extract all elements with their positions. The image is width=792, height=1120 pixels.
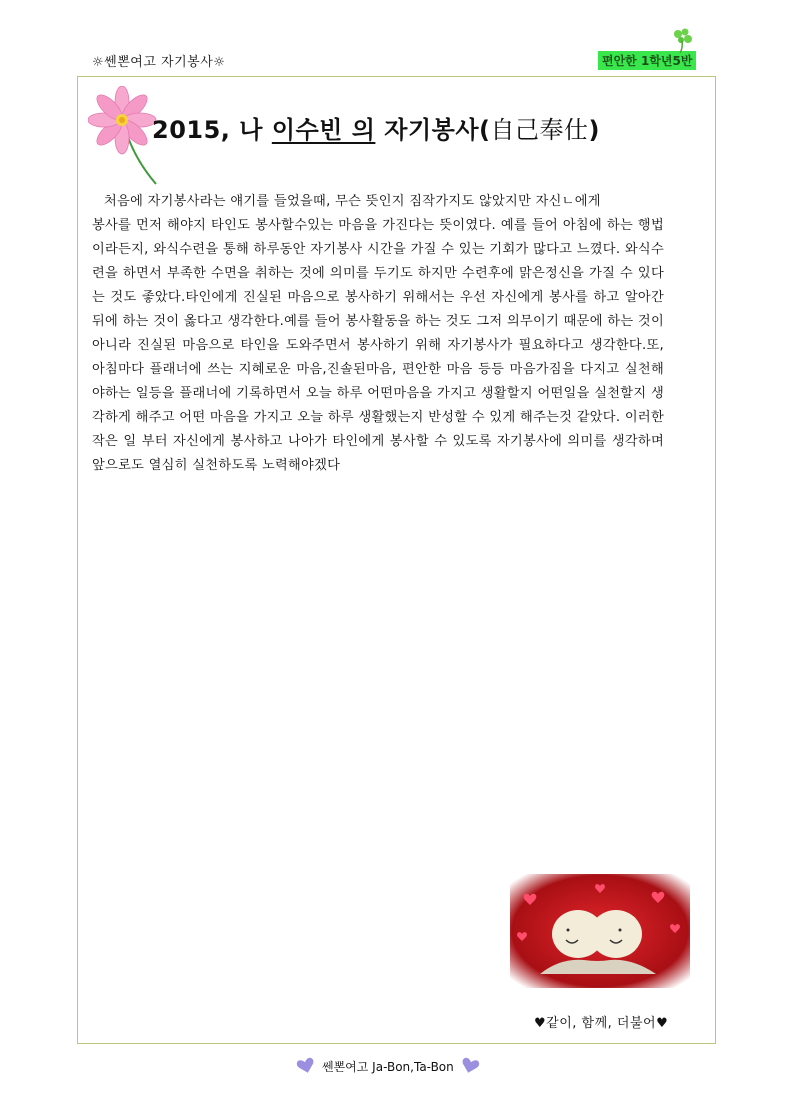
title-prefix: 2015, 나 (152, 116, 272, 144)
essay-paragraph-1: 처음에 자기봉사라는 얘기를 들었을때, 무슨 뜻인지 짐작가지도 않았지만 자신ㄴ에게 (104, 194, 601, 209)
photo-caption: ♥같이, 함께, 더불어♥ (534, 1016, 669, 1031)
page-footer (296, 1057, 480, 1075)
class-badge: 편안한 1학년5반 (598, 51, 696, 70)
title-hanja: 自己奉仕 (490, 116, 589, 144)
heart-icon-left (296, 1057, 316, 1075)
page-title (152, 110, 600, 145)
essay-body (92, 190, 664, 478)
title-close: ) (588, 116, 600, 144)
title-suffix: 자기봉사( (375, 116, 491, 144)
clover-icon (668, 26, 696, 54)
footer-text: 쎈뽄여고 Ja-Bon,Ta-Bon (322, 1059, 454, 1074)
essay-paragraph-2: 봉사를 먼저 해야지 타인도 봉사할수있는 마음을 가진다는 뜻이였다. 예를 들어 아침에 하는 행법이라든지, 와식수련을 통해 하루동안 자기봉사 시간을 가질 수 있는 기회가 많다고 느꼈다. 와식수련을 하면서 부족한 수면을 취하는 것에 의미를 두기도 하지만 수련후에 맑은정신을 가질 수 있다는 것도 좋았다.타인에게 진실된 마음으로 봉사하기 위해서는 우선 자신에게 봉사를 하고 알아간 뒤에 하는 것이 옳다고 생각한다.예를 들어 봉사활동을 하는 것도 그저 의무이기 때문에 하는 것이 아니라 진실된 마음으로 타인을 도와주면서 봉사하기 위해 자기봉사가 필요하다고 생각한다.또, 아침마다 플래너에 쓰는 지혜로운 마음,진솔된마음, 편안한 마음 등등 마음가짐을 다지고 실천해야하는 일등을 플래너에 기록하면서 오늘 하루 어떤마음을 가지고 생활할지 어떤일을 실천할지 생각하게 해주고 어떤 마음을 가지고 오늘 하루 생활했는지 반성할 수 있게 해주는것 같았다. 이러한 작은 일 부터 자신에게 봉사하고 나아가 타인에게 봉사할 수 있도록 자기봉사에 의미를 생각하며 앞으로도 열심히 실천하도록 노력해야겠다 (92, 218, 664, 473)
student-name: 이수빈 의 (271, 116, 376, 144)
couple-photo (510, 874, 690, 988)
header-title: ☼쎈뽄여고 자기봉사☼ (92, 55, 226, 70)
heart-icon-right (460, 1057, 480, 1075)
